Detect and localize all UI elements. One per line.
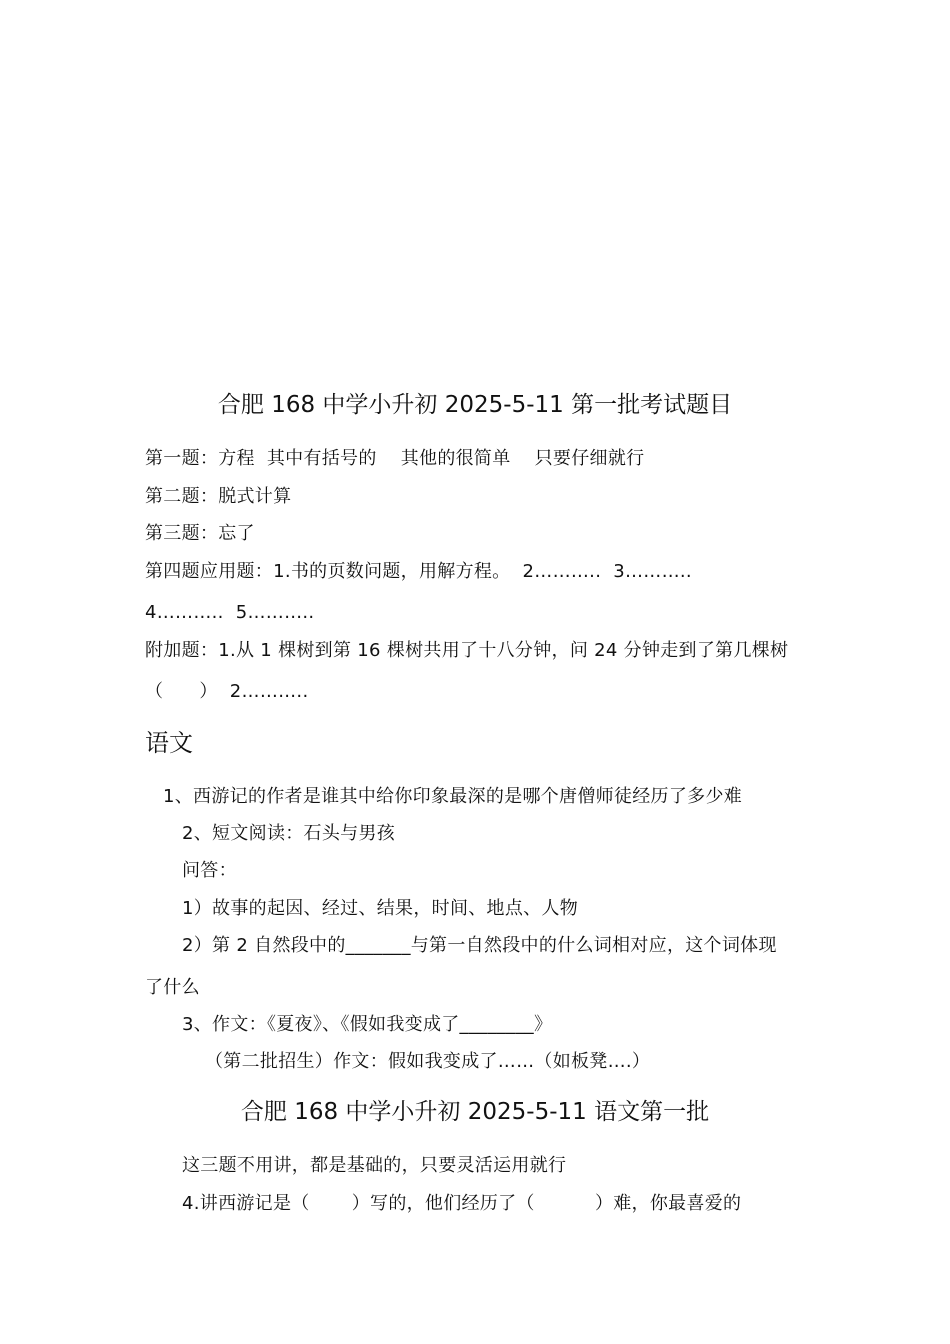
math-bonus-line-2: （ ） 2……….. (145, 681, 309, 702)
math-question-2: 第二题：脱式计算 (145, 486, 292, 507)
chinese-item-2-subheading: 问答： (182, 860, 237, 881)
math-question-4-line-2: 4……….. 5……….. (145, 602, 315, 623)
chinese-item-1: 1、西游记的作者是谁其中给你印象最深的是哪个唐僧师徒经历了多少难 (163, 786, 743, 807)
math-question-1: 第一题：方程 其中有括号的 其他的很简单 只要仔细就行 (145, 448, 645, 469)
math-question-4-line-1: 第四题应用题：1.书的页数问题，用解方程。 2……….. 3……….. (145, 561, 692, 582)
chinese-intro: 这三题不用讲，都是基础的，只要灵活运用就行 (182, 1155, 567, 1176)
math-question-3: 第三题：忘了 (145, 523, 255, 544)
chinese-item-3-note: （第二批招生）作文：假如我变成了……（如板凳….） (205, 1051, 651, 1072)
chinese-section-heading: 语文 (145, 729, 193, 757)
math-exam-title: 合肥 168 中学小升初 2025-5-11 第一批考试题目 (217, 392, 733, 418)
chinese-item-3: 3、作文：《夏夜》、《假如我变成了________》 (182, 1014, 553, 1035)
math-bonus-line-1: 附加题：1.从 1 棵树到第 16 棵树共用了十八分钟，问 24 分钟走到了第几棵树 (145, 640, 789, 661)
chinese-exam-title: 合肥 168 中学小升初 2025-5-11 语文第一批 (240, 1099, 710, 1125)
chinese-item-2-question-2-line-2: 了什么 (145, 977, 200, 998)
chinese-item-4: 4.讲西游记是（ ）写的，他们经历了（ ）难，你最喜爱的 (182, 1193, 742, 1214)
chinese-item-2-question-1: 1）故事的起因、经过、结果，时间、地点、人物 (182, 898, 579, 919)
chinese-item-2-question-2-line-1: 2）第 2 自然段中的_______与第一自然段中的什么词相对应，这个词体现 (182, 935, 777, 956)
chinese-item-2: 2、短文阅读：石头与男孩 (182, 823, 396, 844)
